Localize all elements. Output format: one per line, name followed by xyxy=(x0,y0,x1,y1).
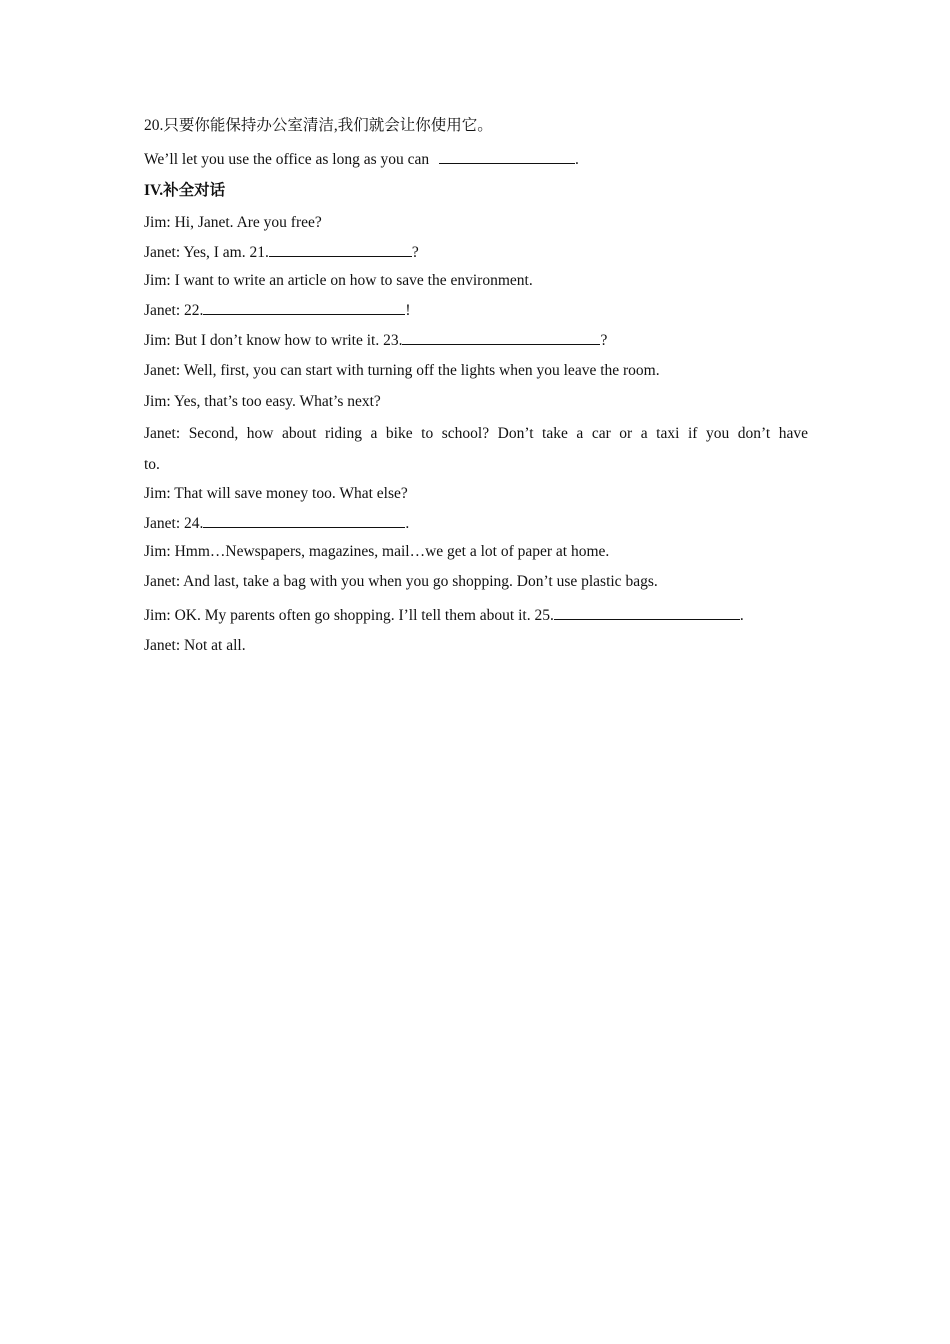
dialogue-line-25 xyxy=(144,605,744,626)
word: a xyxy=(576,425,584,442)
dialogue-line: Janet: And last, take a bag with you when you go shopping. Don’t use plastic bags. xyxy=(144,573,658,590)
word: or xyxy=(619,425,633,442)
dialogue-line-23 xyxy=(144,330,607,351)
dialogue-text: Janet: 22. xyxy=(144,302,204,319)
word: don’t xyxy=(737,425,771,442)
dialogue-line-24 xyxy=(144,513,409,534)
dialogue-line: Janet: Not at all. xyxy=(144,637,246,654)
word: take xyxy=(542,425,568,442)
dialogue-punct: . xyxy=(739,607,744,624)
word: have xyxy=(778,425,808,442)
dialogue-line-22 xyxy=(144,300,411,321)
question-20-chinese: 20.只要你能保持办公室清洁,我们就会让你使用它。 xyxy=(144,117,493,134)
word: how xyxy=(246,425,274,442)
answer-blank-23[interactable] xyxy=(402,330,600,345)
word: Second, xyxy=(188,425,239,442)
word: a xyxy=(370,425,378,442)
word: taxi xyxy=(656,425,680,442)
word: a xyxy=(640,425,648,442)
question-20-english xyxy=(144,149,579,170)
answer-blank-22[interactable] xyxy=(203,300,405,315)
word: school? xyxy=(441,425,490,442)
answer-blank-24[interactable] xyxy=(203,513,405,528)
word: Don’t xyxy=(497,425,534,442)
dialogue-punct: ? xyxy=(411,244,419,261)
dialogue-line-21 xyxy=(144,242,419,263)
answer-blank-21[interactable] xyxy=(269,242,412,257)
dialogue-punct: ! xyxy=(405,302,411,319)
word: you xyxy=(705,425,730,442)
dialogue-punct: ? xyxy=(600,332,608,349)
word: riding xyxy=(324,425,362,442)
dialogue-line: Jim: Hmm…Newspapers, magazines, mail…we get a lot of paper at home. xyxy=(144,543,610,560)
word: bike xyxy=(385,425,413,442)
dialogue-text: Janet: 24. xyxy=(144,515,204,532)
word: Janet: xyxy=(144,425,181,442)
dialogue-text: Janet: Yes, I am. 21. xyxy=(144,244,269,261)
word: car xyxy=(591,425,611,442)
answer-blank-20[interactable] xyxy=(439,149,575,164)
dialogue-text: Jim: But I don’t know how to write it. 23. xyxy=(144,332,403,349)
word: if xyxy=(687,425,698,442)
answer-blank-25[interactable] xyxy=(554,605,740,620)
section-heading: IV.补全对话 xyxy=(144,182,226,199)
dialogue-punct: . xyxy=(405,515,410,532)
dialogue-line-continuation: to. xyxy=(144,456,160,473)
dialogue-line: Jim: That will save money too. What else? xyxy=(144,485,408,502)
dialogue-line: Janet: Well, first, you can start with turning off the lights when you leave the room. xyxy=(144,362,660,379)
question-20-text: We’ll let you use the office as long as you can xyxy=(144,151,430,168)
dialogue-line: Jim: Yes, that’s too easy. What’s next? xyxy=(144,393,381,410)
word: about xyxy=(281,425,317,442)
dialogue-text: Jim: OK. My parents often go shopping. I’ll tell them about it. 25. xyxy=(144,607,554,624)
dialogue-line-justified xyxy=(144,424,808,444)
word: to xyxy=(421,425,434,442)
question-20-end: . xyxy=(575,151,579,168)
dialogue-line: Jim: Hi, Janet. Are you free? xyxy=(144,214,322,231)
dialogue-line: Jim: I want to write an article on how to save the environment. xyxy=(144,272,533,289)
